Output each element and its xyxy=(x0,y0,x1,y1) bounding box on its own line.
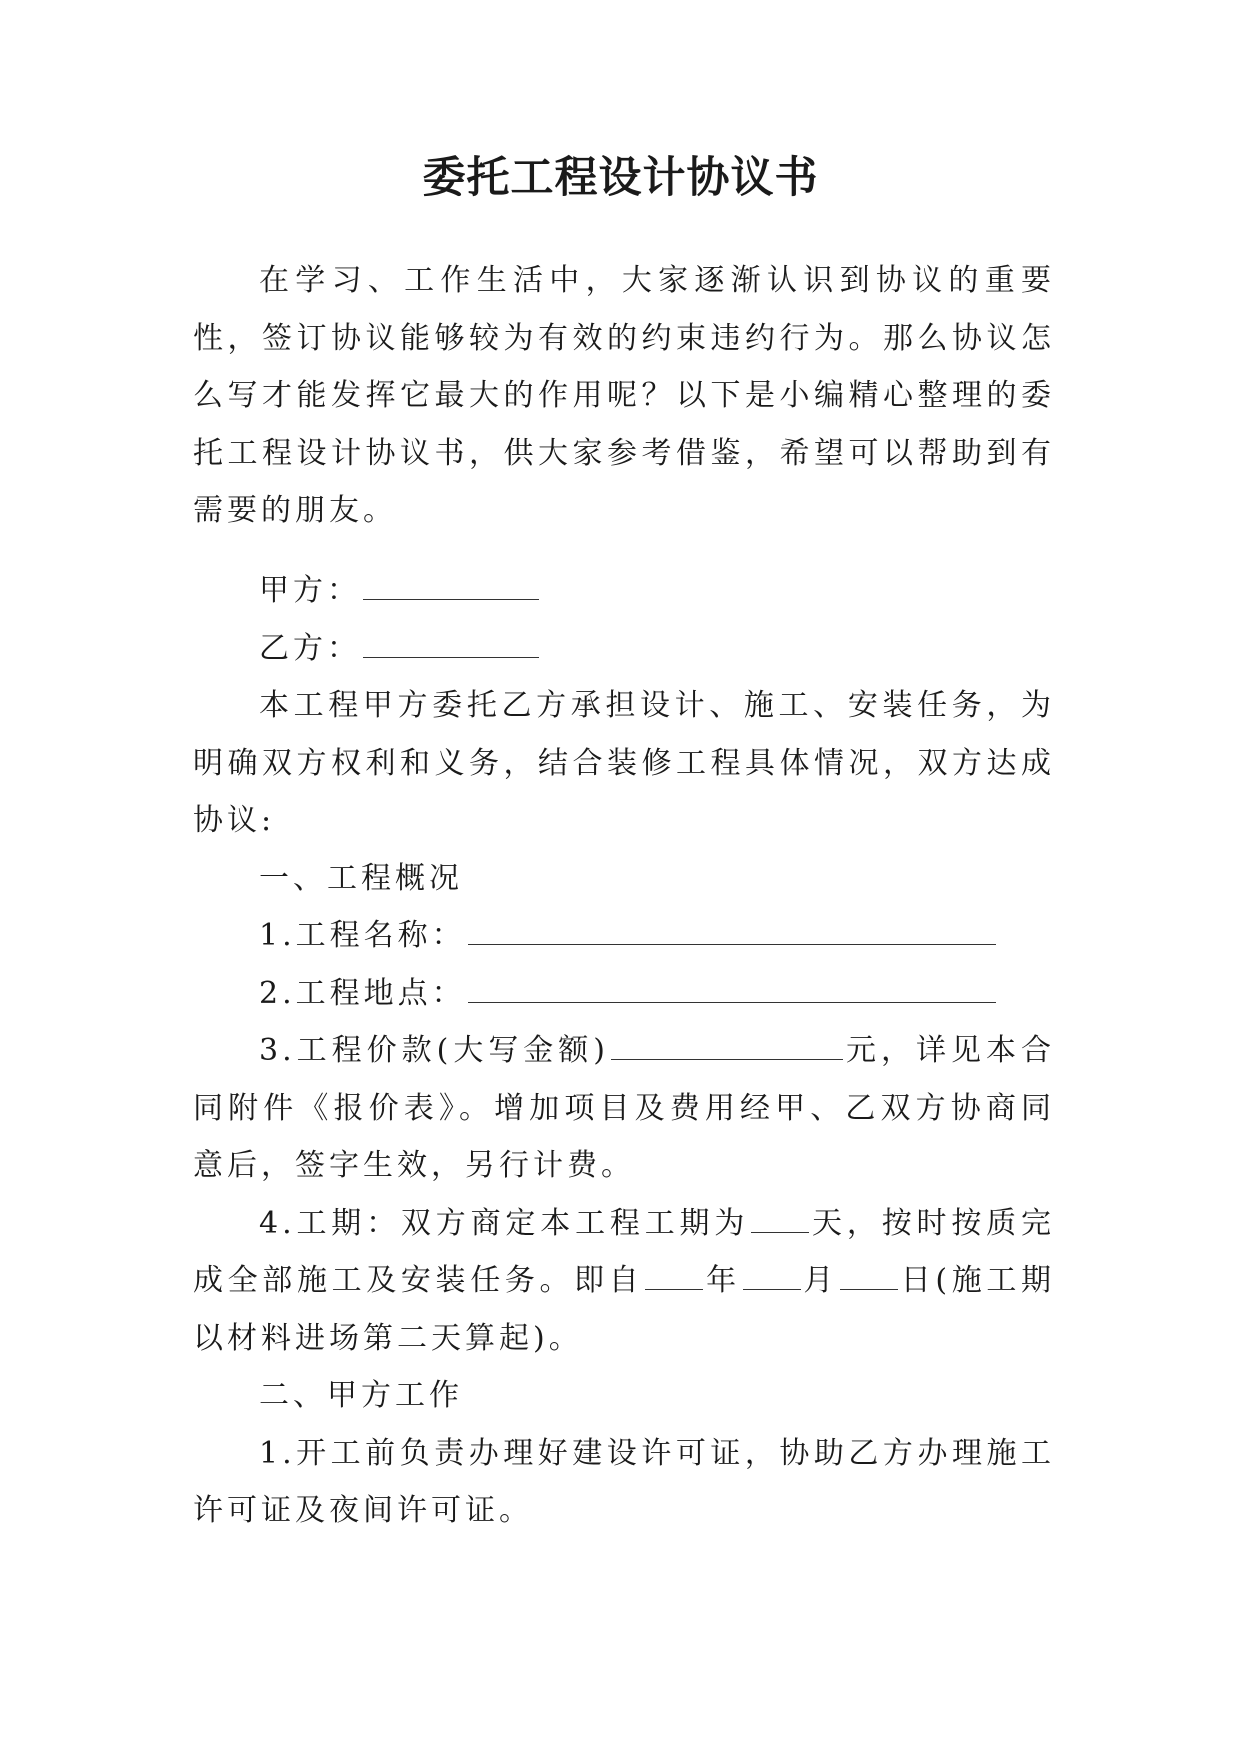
start-year-blank xyxy=(645,1263,703,1290)
project-name-label: 1.工程名称： xyxy=(259,918,466,953)
schedule-text-1: 4.工期：双方商定本工程工期为 xyxy=(259,1205,750,1241)
section-2-heading: 二、甲方工作 xyxy=(259,1378,463,1413)
month-label: 月 xyxy=(802,1263,839,1298)
start-day-blank xyxy=(840,1263,898,1290)
party-b-label: 乙方： xyxy=(259,630,361,666)
year-label: 年 xyxy=(705,1263,741,1298)
intro-block xyxy=(193,252,1055,540)
contract-body xyxy=(193,562,1055,1540)
item-1-1 xyxy=(193,907,1055,965)
schedule-days-blank xyxy=(751,1206,809,1233)
party-b-blank xyxy=(363,631,539,658)
item-2-1: 1.开工前负责办理好建设许可证，协助乙方办理施工许可证及夜间许可证。 xyxy=(193,1435,1055,1528)
schedule-text-2: 天，按时按质完成全部施工及安装任务。即自 xyxy=(193,1205,1056,1298)
party-b-line xyxy=(193,620,1055,678)
party-a-line xyxy=(193,562,1055,620)
project-location-blank xyxy=(468,976,996,1003)
project-location-label: 2.工程地点： xyxy=(259,975,466,1011)
project-price-prefix: 3.工程价款(大写金额) xyxy=(259,1033,610,1068)
item-1-4 xyxy=(193,1195,1055,1368)
project-price-suffix: 元，详见本合同附件《报价表》。增加项目及费用经甲、乙双方协商同意后，签字生效，另行计费。 xyxy=(193,1033,1056,1183)
intro-paragraph: 在学习、工作生活中，大家逐渐认识到协议的重要性，签订协议能够较为有效的约束违约行为。那么协议怎么写才能发挥它最大的作用呢？以下是小编精心整理的委托工程设计协议书，供大家参考借鉴，希望可以帮助到有需要的朋友。 xyxy=(193,263,1055,528)
preamble-paragraph: 本工程甲方委托乙方承担设计、施工、安装任务，为明确双方权利和义务，结合装修工程具体情况，双方达成协议: xyxy=(193,688,1055,838)
project-price-blank xyxy=(611,1033,843,1060)
party-a-label: 甲方： xyxy=(259,573,361,608)
section-1-heading: 一、工程概况 xyxy=(259,860,463,896)
project-name-blank xyxy=(468,918,996,945)
schedule-text-3: 日(施工期以材料进场第二天算起)。 xyxy=(193,1263,1056,1356)
item-1-3 xyxy=(193,1022,1055,1195)
start-month-blank xyxy=(743,1263,801,1290)
document-title: 委托工程设计协议书 xyxy=(422,153,819,203)
party-a-blank xyxy=(363,573,539,600)
item-1-2 xyxy=(193,965,1055,1023)
